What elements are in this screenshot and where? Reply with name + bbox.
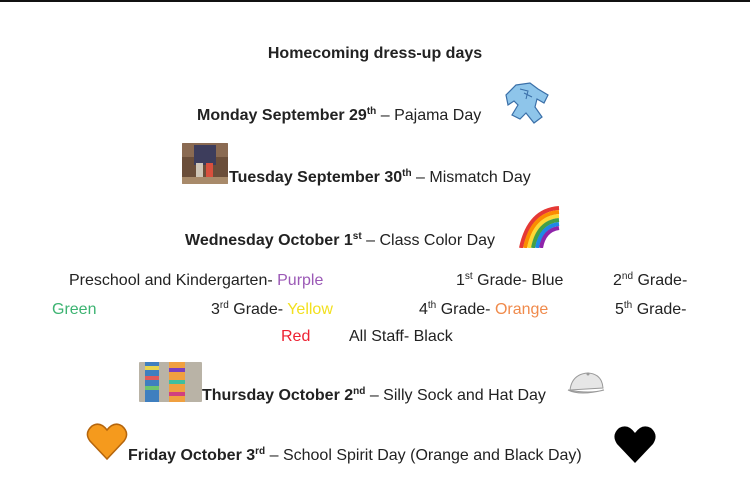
grade3-color-name: Yellow xyxy=(287,301,333,318)
grade3-color xyxy=(211,300,333,320)
grade1-color xyxy=(456,271,563,291)
wednesday-date: Wednesday October 1 xyxy=(185,232,353,249)
tuesday-sup: th xyxy=(402,168,412,179)
prek-color xyxy=(69,271,323,291)
top-border xyxy=(0,0,750,2)
wednesday-theme: Class Color Day xyxy=(379,232,496,249)
thursday-theme: Silly Sock and Hat Day xyxy=(383,387,546,404)
grade5-num: 5 xyxy=(615,301,624,318)
wednesday-sup: st xyxy=(352,231,362,242)
grade1-label: Grade- xyxy=(472,272,532,289)
grade3-label: Grade- xyxy=(228,301,288,318)
rainbow-icon xyxy=(517,204,561,248)
grade5-label-line xyxy=(615,300,687,320)
tuesday-line xyxy=(229,168,531,188)
staff-color: All Staff- Black xyxy=(349,328,453,345)
monday-sep: – xyxy=(376,107,395,124)
grade2-num: 2 xyxy=(613,272,622,289)
grade4-sup: th xyxy=(427,300,437,311)
tuesday-date: Tuesday September 30 xyxy=(229,169,403,186)
grade4-color xyxy=(419,300,548,320)
friday-theme: School Spirit Day (Orange and Black Day) xyxy=(282,447,582,464)
grade1-num: 1 xyxy=(456,272,465,289)
prek-color-name: Purple xyxy=(277,272,324,289)
page-title: Homecoming dress-up days xyxy=(267,45,483,62)
friday-date: Friday October 3 xyxy=(128,447,256,464)
grade4-label: Grade- xyxy=(436,301,495,318)
grade3-num: 3 xyxy=(211,301,220,318)
mismatch-photo xyxy=(182,143,228,184)
monday-date: Monday September 29 xyxy=(197,107,367,124)
orange-heart-icon xyxy=(86,421,128,461)
grade2-label: Grade- xyxy=(633,272,688,289)
friday-sup: rd xyxy=(255,446,266,457)
thursday-sup: nd xyxy=(353,386,366,397)
grade5-label: Grade- xyxy=(632,301,687,318)
thursday-sep: – xyxy=(365,387,384,404)
grade4-color-name: Orange xyxy=(494,301,549,318)
grade1-sup: st xyxy=(464,271,473,282)
grade3-sup: rd xyxy=(219,300,229,311)
tuesday-sep: – xyxy=(411,169,430,186)
friday-line xyxy=(128,446,582,466)
grade2-label-line xyxy=(613,271,687,291)
grade2-color-name: Green xyxy=(52,301,97,318)
monday-theme: Pajama Day xyxy=(394,107,482,124)
wednesday-line xyxy=(185,231,495,251)
black-heart-icon xyxy=(613,423,657,465)
grade4-num: 4 xyxy=(419,301,428,318)
grade1-color-name: Blue xyxy=(531,272,564,289)
silly-socks-photo xyxy=(139,362,202,402)
friday-sep: – xyxy=(265,447,283,464)
pajama-icon xyxy=(504,79,550,125)
tuesday-theme: Mismatch Day xyxy=(429,169,531,186)
thursday-line xyxy=(202,386,546,406)
monday-line xyxy=(197,106,481,126)
wednesday-sep: – xyxy=(361,232,380,249)
baseball-cap-icon xyxy=(566,370,606,398)
grade5-color-name: Red xyxy=(281,328,311,345)
monday-sup: th xyxy=(366,106,377,117)
thursday-date: Thursday October 2 xyxy=(202,387,354,404)
grade2-sup: nd xyxy=(621,271,634,282)
prek-label: Preschool and Kindergarten- xyxy=(69,272,278,289)
grade5-sup: th xyxy=(623,300,633,311)
